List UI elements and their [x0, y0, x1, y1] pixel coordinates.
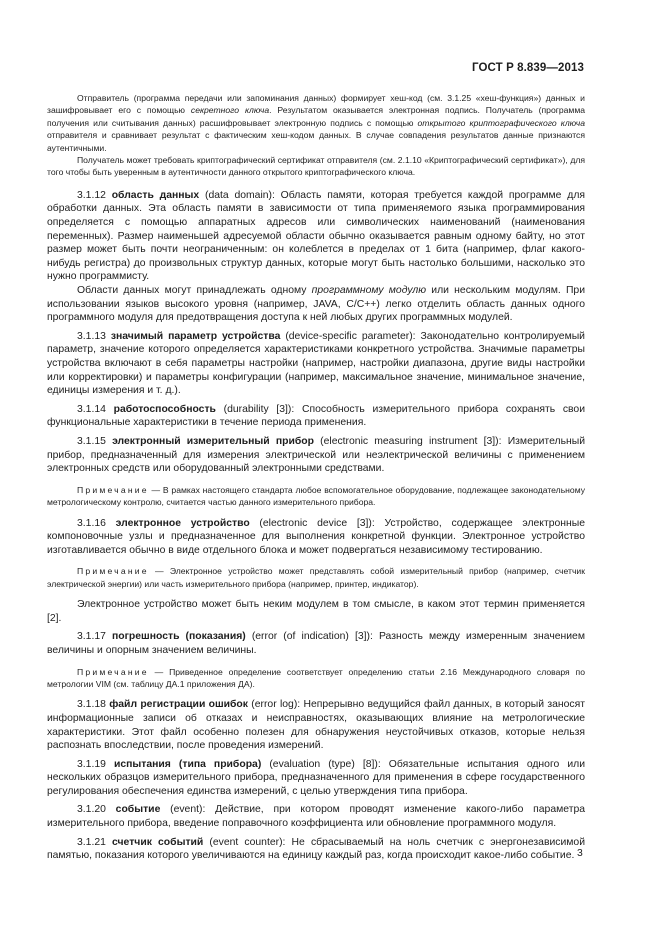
term-event-counter: счетчик событий [112, 836, 204, 848]
entry-3-1-16: 3.1.16 электронное устройство (electronic device [3]): Устройство, содержащее электронные компоновочные узлы и предназначенное для выполнения конкретной функции. Электронное устройство изготавливается обычно в виде отдельного блока и может подвергаться независимому тестированию. [47, 517, 585, 556]
term-error-of-indication: погрешность (показания) [111, 631, 246, 643]
note-3-1-15: Примечание — В рамках настоящего стандарта любое вспомогательное оборудование, подлежащее законодательному метрологическому контролю, считается частью данного измерительного прибора. [47, 484, 585, 508]
entry-3-1-21: 3.1.21 счетчик событий (event counter): Не сбрасываемый на ноль счетчик с энергонезависимой памятью, показания которого увеличиваются на единицу каждый раз, когда происходит какое-либо событие. [47, 836, 586, 862]
entry-3-1-14: 3.1.14 работоспособность (durability [3]): Способность измерительного прибора сохранять свои функциональные характеристики в течение периода применения. [47, 403, 585, 429]
note-3-1-16: Примечание — Электронное устройство может представлять собой измерительный прибор (например, счетчик электрической энергии) или часть измерительного прибора (например, принтер, индикатор). [47, 566, 585, 589]
entry-3-1-12: 3.1.12 область данных (data domain): Область памяти, которая требуется каждой программе для обработки данных. Эта область памяти в зависимости от типа применяемого языка программирования определяется с помощью аппаратных адресов или символических наименований (наименования переменных). Размер наименьшей адресуемой области обычно оказывается равным одному байту, но этот размер может быть почти неограниченным: он колеблется в пределах от 1 бита (например, флаг какого-нибудь регистра) до произвольных структур данных, которые могут быть настолько большими, насколько это нужно программисту. [47, 189, 586, 283]
term-event: событие [115, 804, 161, 816]
intro-paragraph-2: Получатель может требовать криптографический сертификат отправителя (см. 2.1.10 «Криптографический сертификат»), для того чтобы быть уверенным в аутентичности данного открытого криптографического ключа. [47, 155, 585, 178]
term-electronic-device: электронное устройство [115, 517, 250, 529]
entry-3-1-15: 3.1.15 электронный измерительный прибор (electronic measuring instrument [3]): Измерительный прибор, предназначенный для измерения электрической или неэлектрической величины с применением электронных средств или оборудованный электронными средствами. [47, 435, 585, 475]
term-electronic-measuring-instrument: электронный измерительный прибор [112, 435, 314, 447]
note-3-1-17: Примечание — Приведенное определение соответствует определению статьи 2.16 Международного словаря по метрологии VIM (см. таблицу ДА.1 приложения ДА). [47, 666, 585, 689]
document-body [47, 92, 585, 863]
term-evaluation-type: испытания (типа прибора) [113, 758, 262, 770]
term-error-log: файл регистрации ошибок [109, 699, 248, 711]
entry-3-1-19: 3.1.19 испытания (типа прибора) (evaluation (type) [8]): Обязательные испытания одного или нескольких образцов измерительного прибора, предназначенного для применения в сфере государственного регулирования обеспечения единства измерений, с целью утверждения типа прибора. [47, 758, 585, 797]
entry-3-1-12-continuation: Области данных могут принадлежать одному программному модулю или нескольким модулям. При использовании языков высокого уровня (например, JAVA, C/C++) легко отделить область данных одного программного модуля для предотвращения доступа к ней любых других программных модулей. [47, 285, 585, 324]
term-device-specific-parameter: значимый параметр устройства [110, 330, 281, 342]
standard-header: ГОСТ Р 8.839—2013 [472, 62, 584, 74]
page-number: 3 [577, 848, 583, 859]
term-durability: работоспособность [113, 403, 216, 415]
entry-3-1-20: 3.1.20 событие (event): Действие, при котором проводят изменение какого-либо параметра измерительного прибора, введение поправочного коэффициента или обновление программного модуля. [47, 804, 586, 830]
intro-paragraph-1: Отправитель (программа передачи или запоминания данных) формирует хеш-код (см. 3.1.25 «хеш-функция») данных и зашифровывает его с помощью секретного ключа. Результатом оказывается электронная подпись. Получатель (программа получения или считывания данных) расшифровывает электронную подпись с помощью открытого криптографического ключа отправителя и сравнивает результат с фактическим хеш-кодом данных. В случае совпадения результатов данные признаются аутентичными. [47, 93, 586, 153]
entry-3-1-16-continuation: Электронное устройство может быть неким модулем в том смысле, в каком этот термин применяется [2]. [47, 599, 585, 624]
term-data-domain: область данных [111, 189, 200, 201]
entry-3-1-18: 3.1.18 файл регистрации ошибок (error log): Непрерывно ведущийся файл данных, в который заносят информационные записи об отказах и неисправностях, оказывающих влияние на метрологические характеристики. Этот файл особенно полезен для обнаружения неустойчивых отказов, которые нельзя распознать впоследствии, после проведения измерений. [47, 699, 586, 752]
entry-3-1-13: 3.1.13 значимый параметр устройства (device-specific parameter): Законодательно контролируемый параметр, значение которого определяется характеристиками конкретного устройства. Значимые параметры устройства включают в себя параметры настройки (например, настройки диапазона, другие виды настройки или корректировки) и параметры конфигурации (например, максимальное значение, минимальное значение, единицы измерения и т. д.). [47, 330, 585, 397]
entry-3-1-17: 3.1.17 погрешность (показания) (error (of indication) [3]): Разность между измеренным значением величины и опорным значением величины. [47, 631, 585, 656]
